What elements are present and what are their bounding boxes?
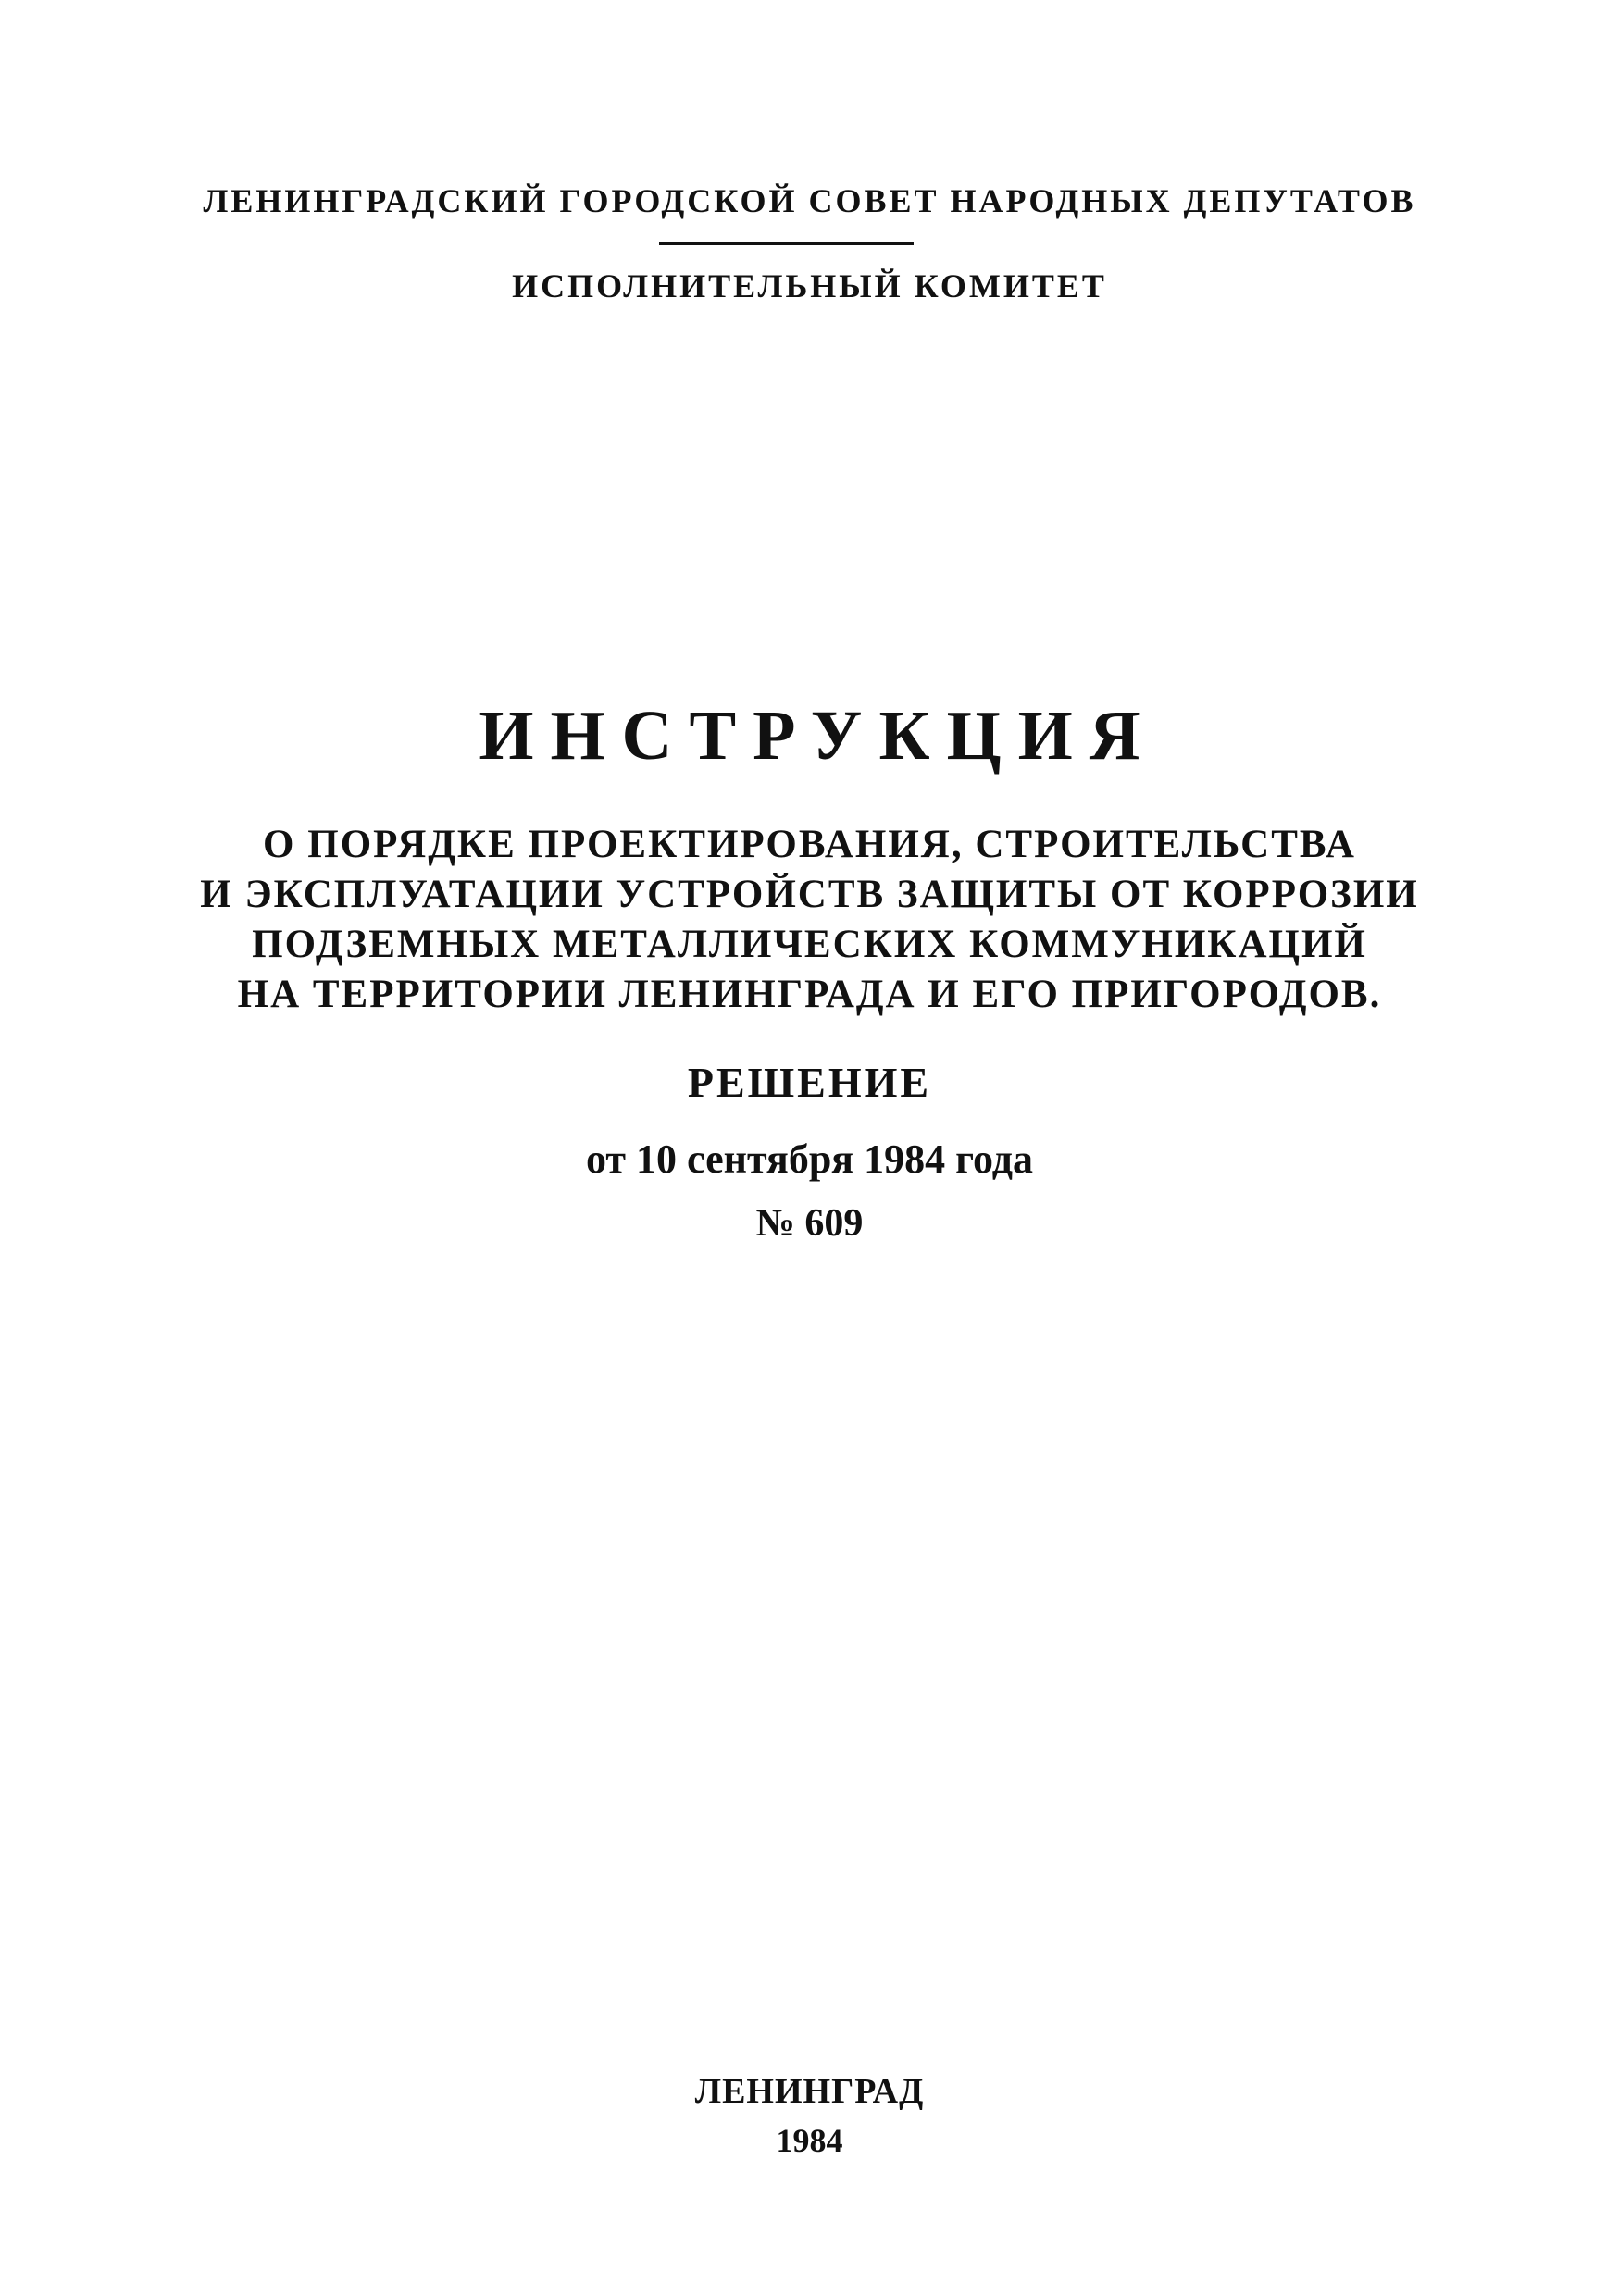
issuing-council: ЛЕНИНГРАДСКИЙ ГОРОДСКОЙ СОВЕТ НАРОДНЫХ ДЕПУТАТОВ: [203, 182, 1416, 219]
imprint-city: ЛЕНИНГРАД: [694, 2072, 925, 2111]
executive-committee: ИСПОЛНИТЕЛЬНЫЙ КОМИТЕТ: [512, 267, 1107, 304]
imprint-year: 1984: [776, 2122, 843, 2159]
subject-line: ПОДЗЕМНЫХ МЕТАЛЛИЧЕСКИХ КОММУНИКАЦИЙ: [252, 923, 1367, 966]
subject-line: НА ТЕРРИТОРИИ ЛЕНИНГРАДА И ЕГО ПРИГОРОДОВ.: [237, 973, 1382, 1016]
subject-line: О ПОРЯДКЕ ПРОЕКТИРОВАНИЯ, СТРОИТЕЛЬСТВА: [263, 823, 1356, 866]
decision-number: № 609: [755, 1202, 864, 1245]
decision-label: РЕШЕНИЕ: [687, 1059, 932, 1106]
decision-date: от 10 сентября 1984 года: [586, 1136, 1033, 1182]
subject-line: И ЭКСПЛУАТАЦИИ УСТРОЙСТВ ЗАЩИТЫ ОТ КОРРОЗИИ: [200, 873, 1419, 916]
header-divider: [659, 242, 914, 245]
document-title: ИНСТРУКЦИЯ: [479, 697, 1157, 775]
